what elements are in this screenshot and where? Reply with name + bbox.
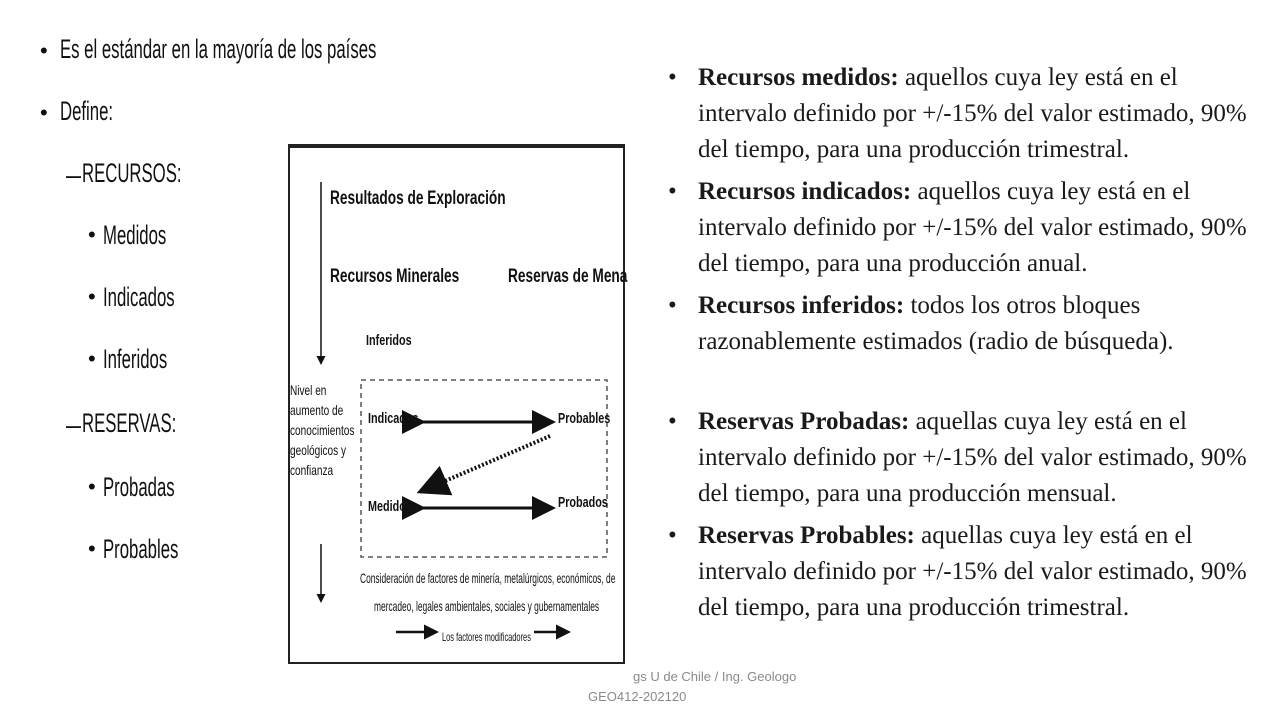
- bullet-dot: •: [88, 284, 96, 309]
- consideracion-line-2: mercadeo, legales ambientales, sociales y gubernamentales: [374, 598, 600, 614]
- list-item-level1: Es el estándar en la mayoría de los países: [60, 34, 377, 64]
- recursos-minerales-label: Recursos Minerales: [330, 266, 460, 287]
- bullet-dot: •: [88, 346, 96, 371]
- bullet-dot: •: [88, 222, 96, 247]
- definitions-list: [668, 60, 1258, 626]
- definition-item: [668, 518, 1258, 626]
- probables-label: Probables: [558, 410, 611, 427]
- definition-text: aquellos cuya ley está en el intervalo definido por +/-15% del valor estimado, 90% del tiempo, para una producción trimestral.: [698, 64, 1247, 163]
- definition-text: todos los otros bloques razonablemente estimados (radio de búsqueda).: [698, 292, 1174, 355]
- nivel-line: geológicos y: [290, 442, 347, 458]
- definition-text: aquellas cuya ley está en el intervalo definido por +/-15% del valor estimado, 90% del tiempo, para una producción trimestral.: [698, 522, 1247, 621]
- nivel-line: aumento de: [290, 402, 344, 418]
- factores-modificadores-label: Los factores modificadores: [442, 630, 531, 644]
- list-item-level3: Inferidos: [103, 344, 168, 374]
- definition-text: aquellos cuya ley está en el intervalo definido por +/-15% del valor estimado, 90% del tiempo, para una producción anual.: [698, 178, 1247, 277]
- inferidos-label: Inferidos: [366, 332, 412, 349]
- definition-item: [668, 174, 1258, 282]
- definition-term: Recursos inferidos:: [698, 292, 905, 319]
- definition-term: Reservas Probables:: [698, 522, 915, 549]
- definition-item: [668, 60, 1258, 168]
- definition-term: Recursos medidos:: [698, 64, 899, 91]
- dash-marker: –: [66, 160, 82, 190]
- reservas-mena-label: Reservas de Mena: [508, 266, 628, 287]
- bullet-dot: •: [668, 178, 677, 205]
- definition-term: Reservas Probadas:: [698, 408, 910, 435]
- list-item-level1: Define:: [60, 96, 114, 126]
- list-item-level3: Probables: [103, 534, 179, 564]
- nivel-line: Nivel en: [290, 382, 327, 398]
- list-item-level3: Probadas: [103, 472, 175, 502]
- resultados-exploracion-label: Resultados de Exploración: [330, 188, 506, 209]
- list-item-level3: Indicados: [103, 282, 175, 312]
- footer-course: GEO412-202120: [588, 689, 687, 704]
- bullet-dot: •: [40, 38, 48, 63]
- arrow-dotted-diagonal: [424, 436, 550, 490]
- list-item-level2: RESERVAS:: [82, 408, 177, 438]
- definition-item: [668, 288, 1258, 360]
- dash-marker: –: [66, 410, 82, 440]
- list-item-level2: RECURSOS:: [82, 158, 182, 188]
- medidos-label: Medidos: [368, 498, 412, 515]
- bullet-dot: •: [40, 100, 48, 125]
- bullet-dot: •: [668, 408, 677, 435]
- bullet-dot: •: [668, 292, 677, 319]
- nivel-line: confianza: [290, 462, 334, 478]
- nivel-line: conocimientos: [290, 422, 355, 438]
- consideracion-line-1: Consideración de factores de minería, metalúrgicos, económicos, de: [360, 570, 616, 586]
- indicados-label: Indicados: [368, 410, 419, 427]
- probados-label: Probados: [558, 494, 608, 511]
- bullet-dot: •: [668, 522, 677, 549]
- definition-term: Recursos indicados:: [698, 178, 912, 205]
- classification-diagram: [288, 144, 628, 664]
- dashed-box: [361, 380, 607, 557]
- definition-item: [668, 404, 1258, 512]
- bullet-dot: •: [668, 64, 677, 91]
- bullet-dot: •: [88, 474, 96, 499]
- definition-text: aquellas cuya ley está en el intervalo definido por +/-15% del valor estimado, 90% del tiempo, para una producción mensual.: [698, 408, 1247, 507]
- bullet-dot: •: [88, 536, 96, 561]
- footer-author: gs U de Chile / Ing. Geologo: [633, 669, 797, 684]
- list-item-level3: Medidos: [103, 220, 167, 250]
